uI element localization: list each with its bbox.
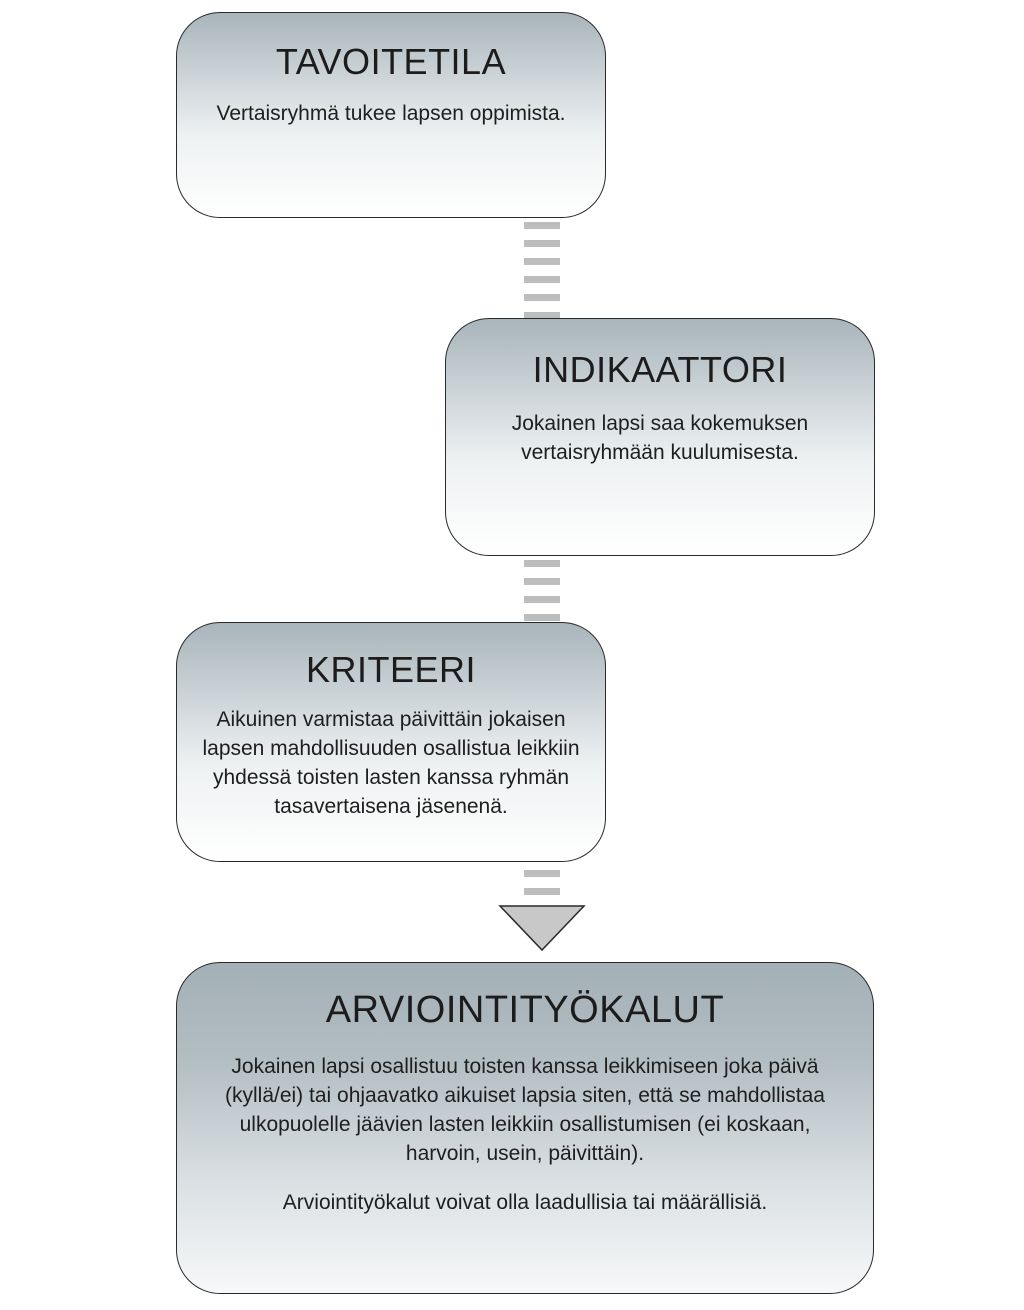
assessment-tools-title: ARVIOINTITYÖKALUT [325,989,725,1031]
assessment-tools-text: Jokainen lapsi osallistuu toisten kanssa leikkimiseen joka päivä (kyllä/ei) tai ohjaavatko aikuiset lapsia siten, että se mahdollistaa ulkopuolelle jäävien lasten leikkiin osallistumisen (ei koskaan, harvoin, usein, päivittäin). [225,1055,825,1165]
indicator-title: INDIKAATTORI [532,349,788,390]
goal-text: Vertaisryhmä tukee lapsen oppimista. [216,102,566,125]
goal-box [176,12,606,218]
connector-indicator-criterion [524,560,560,622]
criterion-text: Aikuinen varmistaa päivittäin jokaisen lapsen mahdollisuuden osallistua leikkiin yhdessä toisten lasten kanssa ryhmän tasavertaisena jäsenenä. [202,708,580,818]
arrow-down-icon [498,904,586,952]
assessment-tools-box [176,962,874,1294]
assessment-tools-note: Arviointityökalut voivat olla laadullisia tai määrällisiä. [282,1191,768,1214]
indicator-box [445,318,875,556]
criterion-box [176,622,606,862]
goal-title: TAVOITETILA [275,41,507,82]
connector-criterion-tools [524,870,560,900]
criterion-title: KRITEERI [305,649,477,690]
indicator-text: Jokainen lapsi saa kokemuksen vertaisryhmään kuulumisesta. [511,412,809,464]
connector-goal-indicator [524,222,560,318]
